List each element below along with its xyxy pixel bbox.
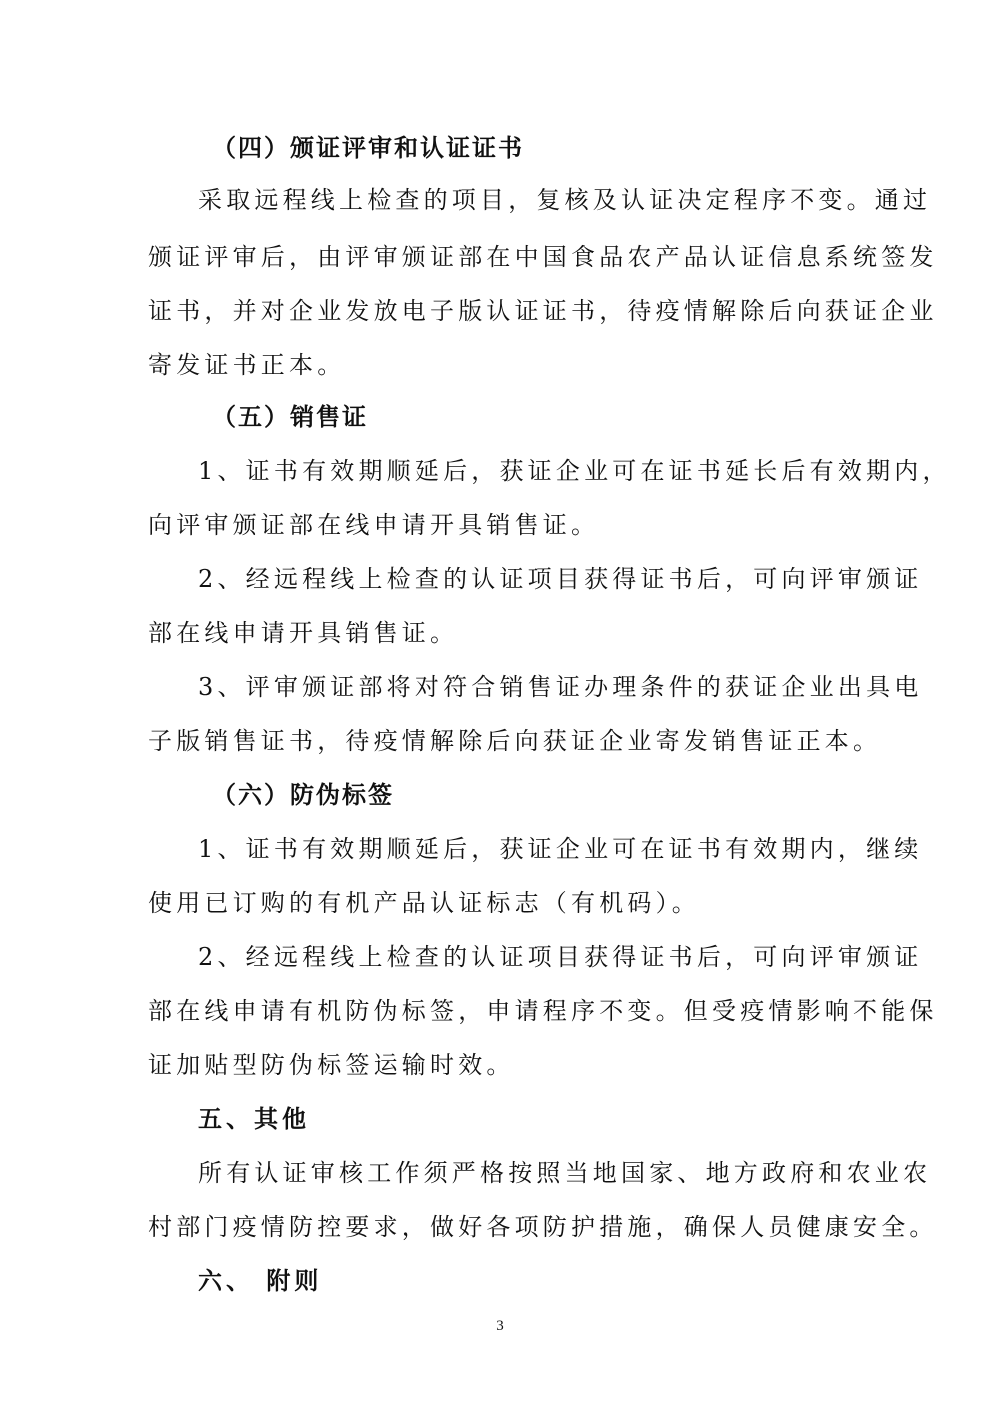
paragraph-line: 1、证书有效期顺延后，获证企业可在证书延长后有效期内，	[198, 457, 951, 485]
paragraph-line: 3、评审颁证部将对符合销售证办理条件的获证企业出具电	[198, 673, 923, 701]
paragraph-line: 使用已订购的有机产品认证标志（有机码）。	[148, 889, 700, 917]
paragraph-line: 证加贴型防伪标签运输时效。	[148, 1051, 515, 1079]
paragraph-line: 寄发证书正本。	[148, 351, 346, 379]
section-heading-sales-certificate: （五）销售证	[212, 403, 368, 431]
section-heading-anti-counterfeit-label: （六）防伪标签	[212, 781, 394, 809]
paragraph-line: 1、证书有效期顺延后，获证企业可在证书有效期内，继续	[198, 835, 923, 863]
paragraph-line: 部在线申请开具销售证。	[148, 619, 459, 647]
paragraph-line: 颁证评审后，由评审颁证部在中国食品农产品认证信息系统签发	[148, 243, 938, 271]
section-heading-other: 五、其他	[198, 1105, 310, 1133]
paragraph-line: 采取远程线上检查的项目，复核及认证决定程序不变。通过	[198, 186, 932, 214]
paragraph-line: 向评审颁证部在线申请开具销售证。	[148, 511, 600, 539]
paragraph-line: 村部门疫情防控要求，做好各项防护措施，确保人员健康安全。	[148, 1213, 938, 1241]
paragraph-line: 部在线申请有机防伪标签，申请程序不变。但受疫情影响不能保	[148, 997, 938, 1025]
paragraph-line: 2、经远程线上检查的认证项目获得证书后，可向评审颁证	[198, 565, 923, 593]
paragraph-line: 证书，并对企业发放电子版认证证书，待疫情解除后向获证企业	[148, 297, 938, 325]
page-number: 3	[496, 1318, 504, 1334]
paragraph-line: 子版销售证书，待疫情解除后向获证企业寄发销售证正本。	[148, 727, 882, 755]
paragraph-line: 2、经远程线上检查的认证项目获得证书后，可向评审颁证	[198, 943, 923, 971]
section-heading-supplementary-provisions: 六、 附则	[198, 1267, 323, 1295]
paragraph-line: 所有认证审核工作须严格按照当地国家、地方政府和农业农	[198, 1159, 932, 1187]
section-heading-certification-review: （四）颁证评审和认证证书	[212, 134, 524, 162]
